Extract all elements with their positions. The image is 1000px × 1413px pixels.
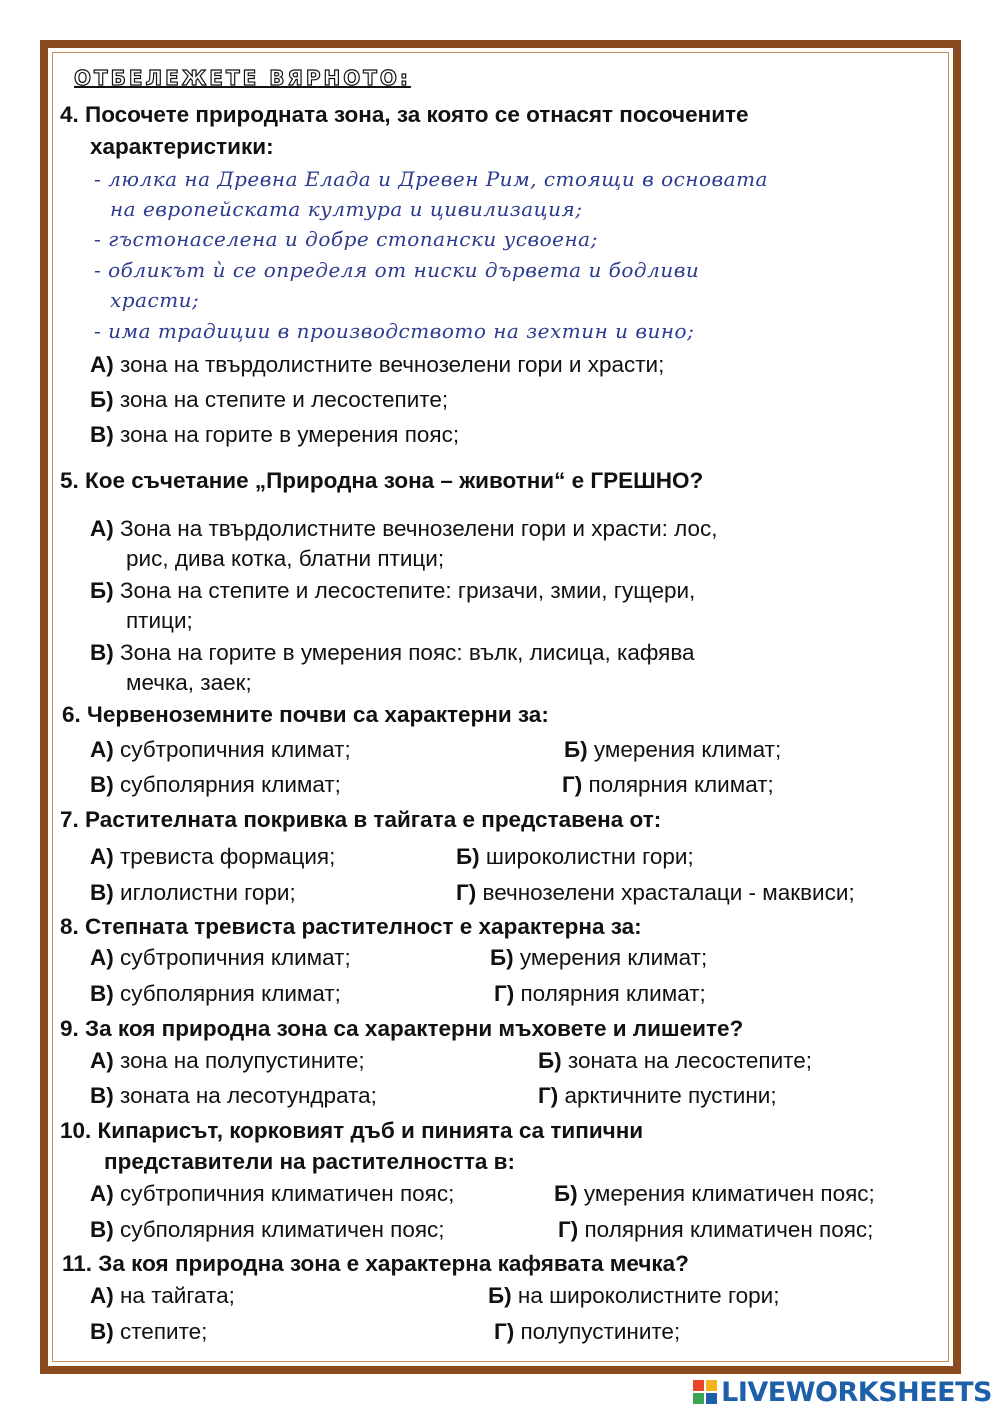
q7-option-v[interactable]: В) иглолистни гори;	[90, 880, 296, 905]
q5-option-v-cont: мечка, заек;	[126, 670, 252, 695]
q4-option-b[interactable]: Б) зона на степите и лесостепите;	[90, 387, 449, 412]
worksheet-heading: ОТБЕЛЕЖЕТЕ ВЯРНОТО:	[74, 66, 411, 90]
q8-option-v[interactable]: В) субполярния климат;	[90, 981, 341, 1006]
q5-option-a[interactable]: А) Зона на твърдолистните вечнозелени гори и храсти: лос,	[90, 516, 718, 541]
q7-option-a[interactable]: А) тревиста формация;	[90, 844, 336, 869]
q11-option-g[interactable]: Г) полупустините;	[494, 1319, 681, 1344]
q11-option-v[interactable]: В) степите;	[90, 1319, 208, 1344]
question-4-note: на европейската култура и цивилизация;	[110, 197, 583, 221]
q5-option-v[interactable]: В) Зона на горите в умерения пояс: вълк, лисица, кафява	[90, 640, 695, 665]
question-4-note: - има традиции в производството на зехтин и вино;	[94, 319, 695, 343]
q9-option-v[interactable]: В) зоната на лесотундрата;	[90, 1083, 377, 1108]
question-4-note: - гъстонаселена и добре стопански усвоена;	[94, 227, 598, 251]
q9-option-b[interactable]: Б) зоната на лесостепите;	[538, 1048, 812, 1073]
q5-option-a-cont: рис, дива котка, блатни птици;	[126, 546, 445, 571]
q10-option-b[interactable]: Б) умерения климатичен пояс;	[554, 1181, 875, 1206]
q5-option-b-cont: птици;	[126, 608, 193, 633]
q6-option-g[interactable]: Г) полярния климат;	[562, 772, 774, 797]
question-8-title: 8. Степната тревиста растителност е характерна за:	[60, 914, 642, 939]
liveworksheets-logo-text: LIVEWORKSHEETS	[721, 1376, 992, 1408]
q9-option-g[interactable]: Г) арктичните пустини;	[538, 1083, 777, 1108]
q10-option-a[interactable]: А) субтропичния климатичен пояс;	[90, 1181, 455, 1206]
question-5-title: 5. Кое съчетание „Природна зона – животни“ е ГРЕШНО?	[60, 468, 704, 493]
question-10-title-cont: представители на растителността в:	[104, 1149, 515, 1174]
question-4-note: - обликът ѝ се определя от ниски дървета и бодливи	[94, 258, 700, 282]
question-7-title: 7. Растителната покривка в тайгата е представена от:	[60, 807, 662, 832]
q10-option-g[interactable]: Г) полярния климатичен пояс;	[558, 1217, 874, 1242]
q5-option-b[interactable]: Б) Зона на степите и лесостепите: гризачи, змии, гущери,	[90, 578, 696, 603]
q7-option-g[interactable]: Г) вечнозелени храсталаци - маквиси;	[456, 880, 855, 905]
q11-option-a[interactable]: А) на тайгата;	[90, 1283, 235, 1308]
question-4-title-cont: характеристики:	[90, 134, 274, 159]
liveworksheets-logo-icon	[693, 1380, 717, 1404]
q8-option-a[interactable]: А) субтропичния климат;	[90, 945, 351, 970]
question-4-note: храсти;	[110, 288, 200, 312]
q4-option-v[interactable]: В) зона на горите в умерения пояс;	[90, 422, 460, 447]
q8-option-g[interactable]: Г) полярния климат;	[494, 981, 706, 1006]
q7-option-b[interactable]: Б) широколистни гори;	[456, 844, 694, 869]
q6-option-v[interactable]: В) субполярния климат;	[90, 772, 341, 797]
worksheet-frame	[40, 40, 961, 1374]
q6-option-b[interactable]: Б) умерения климат;	[564, 737, 782, 762]
q8-option-b[interactable]: Б) умерения климат;	[490, 945, 708, 970]
question-9-title: 9. За коя природна зона са характерни мъховете и лишеите?	[60, 1016, 744, 1041]
q11-option-b[interactable]: Б) на широколистните гори;	[488, 1283, 780, 1308]
question-4-note: - люлка на Древна Елада и Древен Рим, стоящи в основата	[94, 167, 768, 191]
q4-option-a[interactable]: А) зона на твърдолистните вечнозелени гори и храсти;	[90, 352, 665, 377]
question-6-title: 6. Червеноземните почви са характерни за:	[62, 702, 549, 727]
question-10-title: 10. Кипарисът, корковият дъб и пинията са типични	[60, 1118, 644, 1143]
question-4-title: 4. Посочете природната зона, за която се отнасят посочените	[60, 102, 749, 127]
q6-option-a[interactable]: А) субтропичния климат;	[90, 737, 351, 762]
q9-option-a[interactable]: А) зона на полупустините;	[90, 1048, 365, 1073]
liveworksheets-logo[interactable]	[693, 1375, 992, 1409]
q10-option-v[interactable]: В) субполярния климатичен пояс;	[90, 1217, 445, 1242]
question-11-title: 11. За коя природна зона е характерна кафявата мечка?	[62, 1251, 689, 1276]
